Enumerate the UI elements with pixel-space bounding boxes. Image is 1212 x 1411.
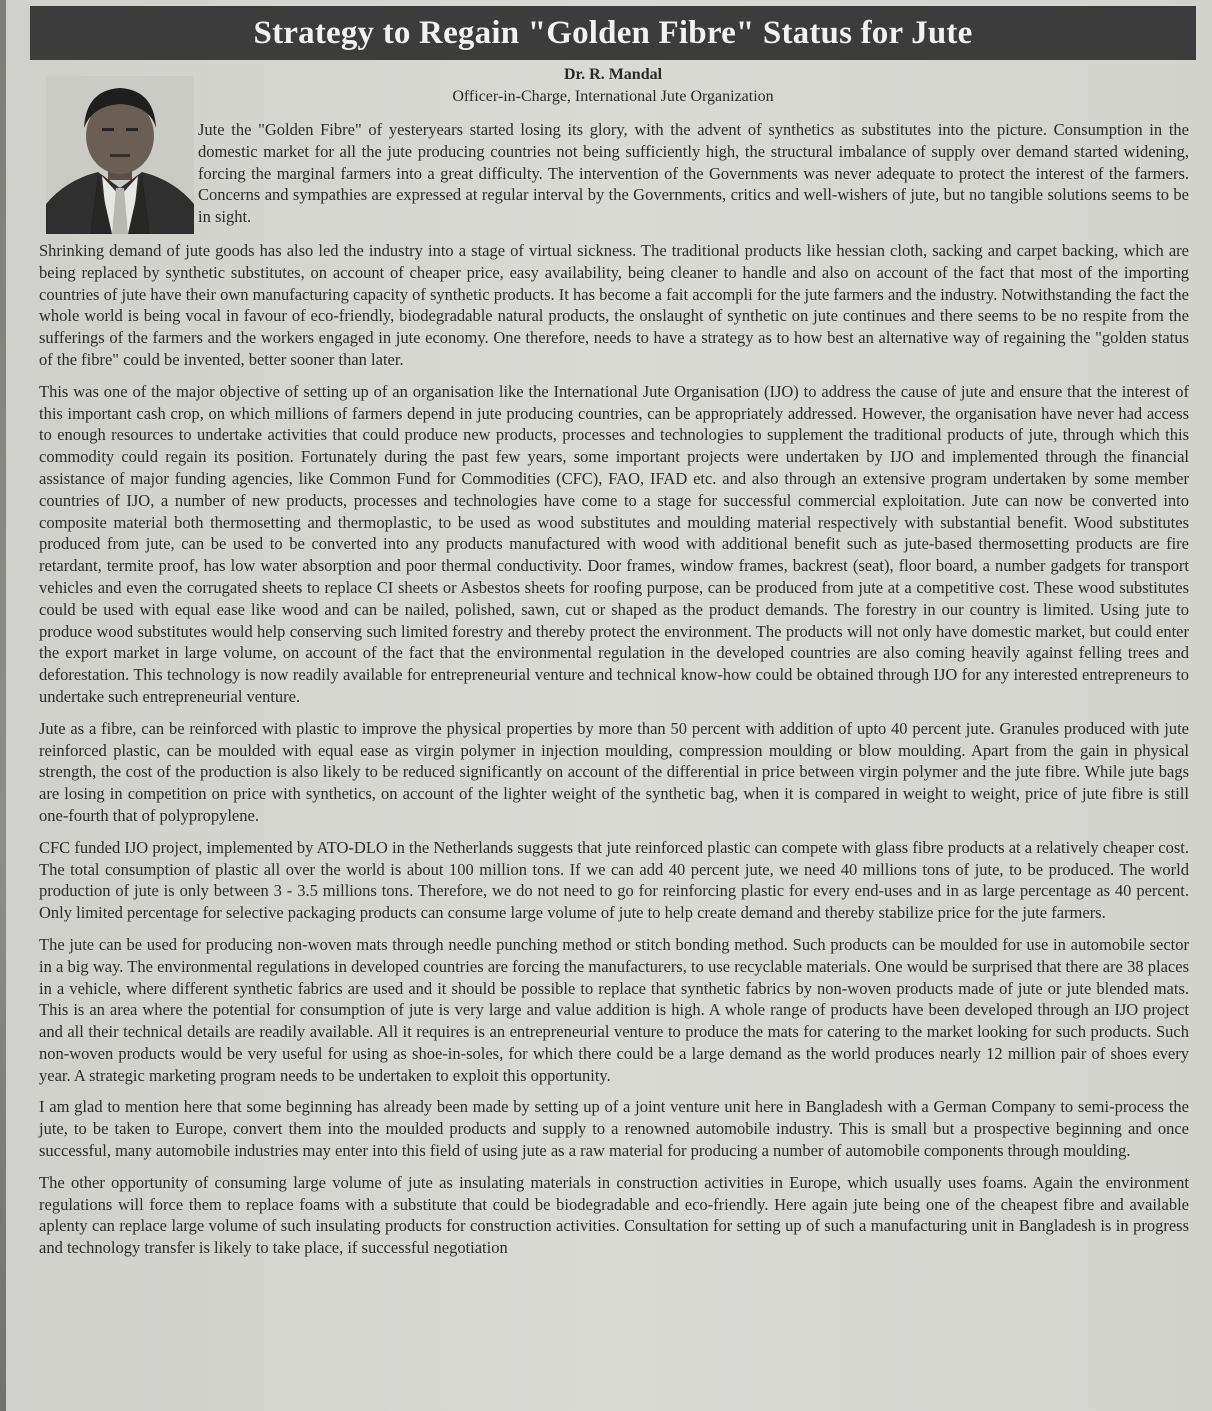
page-edge-rule bbox=[0, 0, 6, 1411]
intro-paragraph: Jute the "Golden Fibre" of yesteryears started losing its glory, with the advent of synthetics as substitutes into the picture. Consumption in the domestic market for all the jute producing countries not being sufficiently high, the structural imbalance of supply over demand started widening, forcing the marginal farmers into a great difficulty. The intervention of the Governments was never adequate to protect the interest of the farmers. Concerns and sympathies are expressed at regular interval by the Governments, critics and well-wishers of jute, but no tangible solutions seems to be in sight. bbox=[198, 120, 1189, 227]
article-body bbox=[39, 240, 1189, 1269]
byline bbox=[30, 64, 1196, 108]
body-paragraph: CFC funded IJO project, implemented by ATO-DLO in the Netherlands suggests that jute reinforced plastic can compete with glass fibre products at a relatively cheaper cost. The total consumption of plastic all over the world is about 100 million tons. If we can add 40 percent jute, we need 40 millions tons of jute, to be produced. The world production of jute is only between 3 - 3.5 millions tons. Therefore, we do not need to go for reinforcing plastic for every end-uses and in as large percentage as 40 percent. Only limited percentage for selective packaging products can consume large volume of jute to help create demand and thereby stabilize price for the jute farmers. bbox=[39, 837, 1189, 923]
author-portrait-image bbox=[46, 76, 194, 234]
article-title: Strategy to Regain "Golden Fibre" Status for Jute bbox=[253, 14, 973, 51]
author-photo bbox=[46, 76, 194, 234]
headline-banner bbox=[30, 6, 1196, 60]
body-paragraph: The other opportunity of consuming large volume of jute as insulating materials in construction activities in Europe, which usually uses foams. Again the environment regulations will force them to replace foams with a substitute that could be biodegradable and eco-friendly. Here again jute being one of the cheapest fibre and available aplenty can replace large volume of such insulating products for construction activities. Consultation for setting up of such a manufacturing unit in Bangladesh is in progress and technology transfer is likely to take place, if successful negotiation bbox=[39, 1172, 1189, 1258]
body-paragraph: I am glad to mention here that some beginning has already been made by setting up of a joint venture unit here in Bangladesh with a German Company to semi-process the jute, to be taken to Europe, convert them into the moulded products and supply to a renowned automobile industry. This is small but a prospective beginning and once successful, many automobile industries may enter into this field of using jute as a raw material for producing a number of automobile components through moulding. bbox=[39, 1097, 1189, 1161]
body-paragraph: This was one of the major objective of setting up of an organisation like the International Jute Organisation (IJO) to address the cause of jute and ensure that the interest of this important cash crop, on which millions of farmers depend in jute producing countries, can be appropriately addressed. However, the organisation have never had access to enough resources to undertake activities that could produce new products, processes and technologies to supplement the traditional products of jute, through which this commodity could regain its position. Fortunately during the past few years, some important projects were undertaken by IJO and implemented through the financial assistance of major funding agencies, like Common Fund for Commodities (CFC), FAO, IFAD etc. and also through an extensive program undertaken by some member countries of IJO, a number of new products, processes and technologies have come to a stage for successful commercial exploitation. Jute can now be converted into composite material both thermosetting and thermoplastic, to be used as wood substitutes and moulding material respectively with substantial benefit. Wood substitutes produced from jute, can be used to be converted into any products manufactured with wood with additional benefit such as jute-based thermosetting products are fire retardant, termite proof, has low water absorption and poor thermal conductivity. Door frames, window frames, backrest (seat), floor board, a number gadgets for transport vehicles and even the corrugated sheets to replace CI sheets or Asbestos sheets for roofing purpose, can be produced from jute at a competitive cost. These wood substitutes could be used with equal ease like wood and can be nailed, polished, sawn, cut or shaped as the product demands. The forestry in our country is limited. Using jute to produce wood substitutes would help conserving such limited forestry and thereby protect the environment. The products will not only have domestic market, but could enter the export market in large volume, on account of the fact that the environmental regulation in the developed countries are also coming heavily against felling trees and deforestation. This technology is now readily available for entrepreneurial venture and technical know-how could be obtained through IJO for any interested entrepreneurs to undertake such entrepreneurial venture. bbox=[39, 381, 1189, 706]
author-name: Dr. R. Mandal bbox=[563, 66, 663, 83]
author-role: Officer-in-Charge, International Jute Organization bbox=[452, 88, 774, 105]
body-paragraph: Jute as a fibre, can be reinforced with plastic to improve the physical properties by more than 50 percent with addition of upto 40 percent jute. Granules produced with jute reinforced plastic, can be moulded with equal ease as virgin polymer in injection moulding, compression moulding or blow moulding. Apart from the gain in physical strength, the cost of the production is also likely to be reduced significantly on account of the differential in price between virgin polymer and the jute fibre. While jute bags are losing in competition on price with synthetics, on account of the lighter weight of the synthetic bag, when it is compared in weight to weight, price of jute fibre is still one-fourth that of polypropylene. bbox=[39, 718, 1189, 825]
body-paragraph: Shrinking demand of jute goods has also led the industry into a stage of virtual sickness. The traditional products like hessian cloth, sacking and carpet backing, which are being replaced by synthetic substitutes, on account of cheaper price, easy availability, being cleaner to handle and also on account of the fact that most of the importing countries of jute have their own manufacturing capacity of synthetic products. It has become a fait accompli for the jute farmers and the industry. Notwithstanding the fact the whole world is being vocal in favour of eco-friendly, biodegradable natural products, the onslaught of synthetic on jute continues and there seems to be no respite from the sufferings of the farmers and the workers engaged in jute economy. One therefore, needs to have a strategy as to how best an alternative way of regaining the "golden status of the fibre" could be invented, better sooner than later. bbox=[39, 241, 1189, 369]
body-paragraph: The jute can be used for producing non-woven mats through needle punching method or stitch bonding method. Such products can be moulded for use in automobile sector in a big way. The environmental regulations in developed countries are forcing the manufacturers, to use recyclable materials. One would be surprised that there are 38 places in a vehicle, where different synthetic fabrics are used and it should be possible to replace that synthetic fabrics by non-woven products made of jute or jute blended mats. This is an area where the potential for consumption of jute is very large and value addition is high. A whole range of products have been developed through an IJO project and all their technical details are readily available. All it requires is an entrepreneurial venture to produce the mats for catering to the market looking for such products. Such non-woven products would be very useful for using as shoe-in-soles, for which there could be a large demand as the world produces nearly 12 million pair of shoes every year. A strategic marketing program needs to be undertaken to exploit this opportunity. bbox=[39, 934, 1189, 1085]
